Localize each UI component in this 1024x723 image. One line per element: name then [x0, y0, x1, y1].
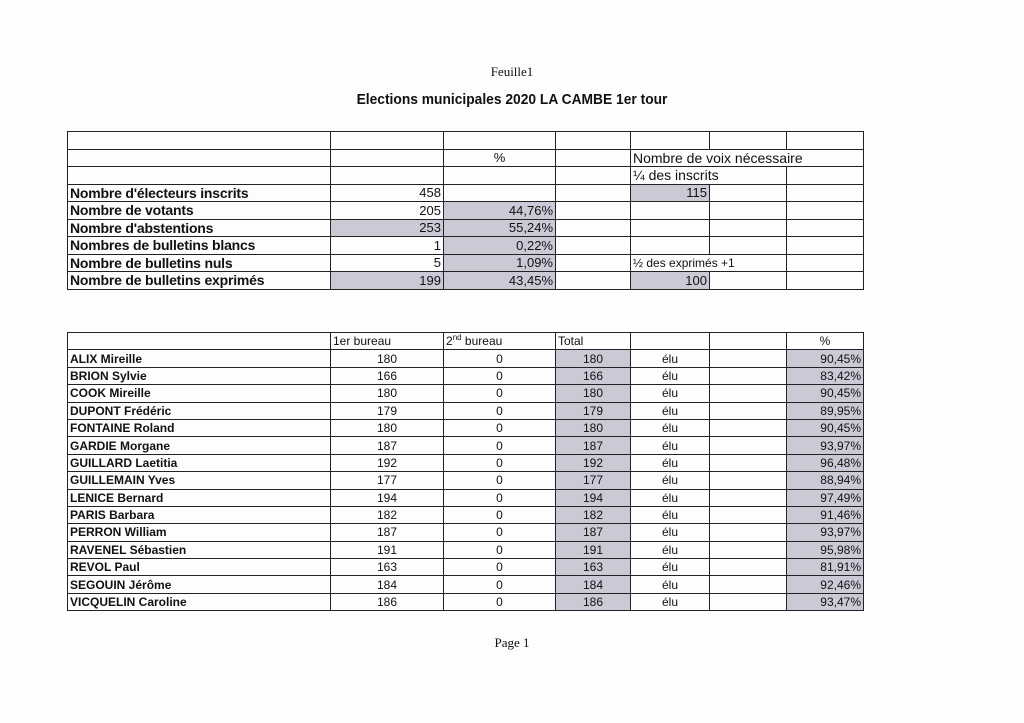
candidate-name: GUILLARD Laetitia [68, 454, 331, 471]
total-votes: 179 [556, 402, 631, 419]
bureau1-votes: 166 [331, 367, 444, 384]
table-row [68, 472, 864, 489]
status-badge: élu [631, 489, 710, 506]
summary-value: 1 [331, 237, 444, 255]
empty-cell [710, 541, 787, 558]
status-badge: élu [631, 402, 710, 419]
vote-pct: 91,46% [787, 506, 864, 523]
bureau2-votes: 0 [444, 559, 556, 576]
bureau1-votes: 182 [331, 506, 444, 523]
status-badge: élu [631, 385, 710, 402]
summary-pct: 43,45% [444, 272, 556, 290]
summary-label: Nombre d'abstentions [68, 219, 331, 237]
total-votes: 180 [556, 385, 631, 402]
bureau2-votes: 0 [444, 367, 556, 384]
sheet-name: Feuille1 [490, 64, 534, 79]
empty-cell [710, 419, 787, 436]
summary-subheader-row [68, 167, 864, 185]
empty-cell [710, 402, 787, 419]
candidate-name: LENICE Bernard [68, 489, 331, 506]
header-bureau2-word: bureau [461, 334, 503, 349]
page-number: Page 1 [494, 635, 530, 650]
table-row [68, 524, 864, 541]
vote-pct: 81,91% [787, 559, 864, 576]
candidate-name: BRION Sylvie [68, 367, 331, 384]
table-row [68, 489, 864, 506]
empty-cell [710, 489, 787, 506]
summary-blank-row [68, 132, 864, 150]
page-title: Elections municipales 2020 LA CAMBE 1er tour [356, 91, 668, 108]
vote-pct: 89,95% [787, 402, 864, 419]
table-row [68, 454, 864, 471]
status-badge: élu [631, 506, 710, 523]
table-row [68, 559, 864, 576]
candidate-name: VICQUELIN Caroline [68, 593, 331, 610]
bureau1-votes: 180 [331, 350, 444, 367]
summary-row-blancs [68, 237, 864, 255]
pct-header: % [444, 149, 556, 167]
table-row [68, 541, 864, 558]
bureau2-votes: 0 [444, 506, 556, 523]
table-row [68, 385, 864, 402]
header-pct: % [787, 333, 864, 350]
quart-inscrits-value: 115 [631, 184, 710, 202]
vote-pct: 95,98% [787, 541, 864, 558]
summary-value: 5 [331, 254, 444, 272]
total-votes: 182 [556, 506, 631, 523]
summary-row-nuls [68, 254, 864, 272]
empty-cell [710, 593, 787, 610]
bureau1-votes: 180 [331, 385, 444, 402]
vote-pct: 96,48% [787, 454, 864, 471]
bureau1-votes: 191 [331, 541, 444, 558]
header-bureau1: 1er bureau [331, 333, 444, 350]
header-bureau2-num: 2 [446, 334, 453, 349]
summary-label: Nombre de bulletins nuls [68, 254, 331, 272]
empty-cell [710, 454, 787, 471]
candidate-name: GARDIE Morgane [68, 437, 331, 454]
summary-row-abstentions [68, 219, 864, 237]
status-badge: élu [631, 576, 710, 593]
bureau2-votes: 0 [444, 472, 556, 489]
candidate-name: ALIX Mireille [68, 350, 331, 367]
bureau2-votes: 0 [444, 489, 556, 506]
summary-row-exprimes [68, 272, 864, 290]
status-badge: élu [631, 541, 710, 558]
empty-cell [710, 576, 787, 593]
vote-pct: 90,45% [787, 419, 864, 436]
vote-pct: 97,49% [787, 489, 864, 506]
bureau1-votes: 192 [331, 454, 444, 471]
bureau1-votes: 187 [331, 437, 444, 454]
bureau2-votes: 0 [444, 454, 556, 471]
summary-value: 205 [331, 202, 444, 220]
total-votes: 166 [556, 367, 631, 384]
total-votes: 180 [556, 419, 631, 436]
voix-necessaire-header: Nombre de voix nécessaire [631, 149, 864, 167]
status-badge: élu [631, 524, 710, 541]
summary-label: Nombre de bulletins exprimés [68, 272, 331, 290]
empty-cell [710, 367, 787, 384]
header-total: Total [556, 333, 631, 350]
quart-inscrits-label: ¼ des inscrits [631, 167, 787, 185]
status-badge: élu [631, 559, 710, 576]
total-votes: 177 [556, 472, 631, 489]
bureau2-votes: 0 [444, 437, 556, 454]
vote-pct: 93,97% [787, 437, 864, 454]
table-row [68, 506, 864, 523]
status-badge: élu [631, 367, 710, 384]
bureau2-votes: 0 [444, 419, 556, 436]
bureau2-votes: 0 [444, 350, 556, 367]
summary-row-inscrits [68, 184, 864, 202]
candidate-name: DUPONT Frédéric [68, 402, 331, 419]
vote-pct: 83,42% [787, 367, 864, 384]
total-votes: 186 [556, 593, 631, 610]
half-exprimes-value: 100 [631, 272, 710, 290]
total-votes: 187 [556, 524, 631, 541]
total-votes: 163 [556, 559, 631, 576]
vote-pct: 90,45% [787, 350, 864, 367]
candidate-name: GUILLEMAIN Yves [68, 472, 331, 489]
summary-header-row [68, 149, 864, 167]
table-row [68, 437, 864, 454]
summary-table [67, 131, 864, 290]
candidates-table [67, 332, 864, 611]
candidate-name: FONTAINE Roland [68, 419, 331, 436]
total-votes: 191 [556, 541, 631, 558]
vote-pct: 90,45% [787, 385, 864, 402]
table-row [68, 350, 864, 367]
table-row [68, 576, 864, 593]
total-votes: 194 [556, 489, 631, 506]
summary-label: Nombres de bulletins blancs [68, 237, 331, 255]
empty-cell [710, 472, 787, 489]
table-row [68, 402, 864, 419]
total-votes: 192 [556, 454, 631, 471]
bureau1-votes: 163 [331, 559, 444, 576]
summary-value: 458 [331, 184, 444, 202]
header-bureau2 [444, 333, 556, 350]
total-votes: 184 [556, 576, 631, 593]
total-votes: 180 [556, 350, 631, 367]
status-badge: élu [631, 350, 710, 367]
candidate-name: REVOL Paul [68, 559, 331, 576]
candidate-name: PARIS Barbara [68, 506, 331, 523]
status-badge: élu [631, 593, 710, 610]
bureau2-votes: 0 [444, 385, 556, 402]
vote-pct: 93,47% [787, 593, 864, 610]
bureau2-votes: 0 [444, 402, 556, 419]
table-row [68, 593, 864, 610]
status-badge: élu [631, 454, 710, 471]
candidate-name: SEGOUIN Jérôme [68, 576, 331, 593]
bureau1-votes: 187 [331, 524, 444, 541]
status-badge: élu [631, 419, 710, 436]
empty-cell [710, 506, 787, 523]
bureau1-votes: 194 [331, 489, 444, 506]
status-badge: élu [631, 437, 710, 454]
bureau1-votes: 186 [331, 593, 444, 610]
candidates-header-row [68, 333, 864, 350]
total-votes: 187 [556, 437, 631, 454]
summary-pct: 55,24% [444, 219, 556, 237]
vote-pct: 93,97% [787, 524, 864, 541]
bureau1-votes: 177 [331, 472, 444, 489]
summary-label: Nombre de votants [68, 202, 331, 220]
empty-cell [710, 350, 787, 367]
vote-pct: 88,94% [787, 472, 864, 489]
candidate-name: PERRON William [68, 524, 331, 541]
summary-pct: 0,22% [444, 237, 556, 255]
empty-cell [710, 437, 787, 454]
half-exprimes-label: ½ des exprimés +1 [631, 254, 787, 272]
empty-cell [710, 385, 787, 402]
summary-label: Nombre d'électeurs inscrits [68, 184, 331, 202]
bureau1-votes: 184 [331, 576, 444, 593]
summary-pct: 1,09% [444, 254, 556, 272]
candidate-name: RAVENEL Sébastien [68, 541, 331, 558]
bureau2-votes: 0 [444, 524, 556, 541]
candidate-name: COOK Mireille [68, 385, 331, 402]
header-bureau2-sup: nd [452, 333, 462, 343]
bureau1-votes: 179 [331, 402, 444, 419]
summary-value: 199 [331, 272, 444, 290]
table-row [68, 367, 864, 384]
bureau2-votes: 0 [444, 541, 556, 558]
summary-value: 253 [331, 219, 444, 237]
vote-pct: 92,46% [787, 576, 864, 593]
bureau2-votes: 0 [444, 593, 556, 610]
bureau2-votes: 0 [444, 576, 556, 593]
summary-row-votants [68, 202, 864, 220]
empty-cell [710, 524, 787, 541]
summary-pct: 44,76% [444, 202, 556, 220]
table-row [68, 419, 864, 436]
bureau1-votes: 180 [331, 419, 444, 436]
empty-cell [710, 559, 787, 576]
status-badge: élu [631, 472, 710, 489]
